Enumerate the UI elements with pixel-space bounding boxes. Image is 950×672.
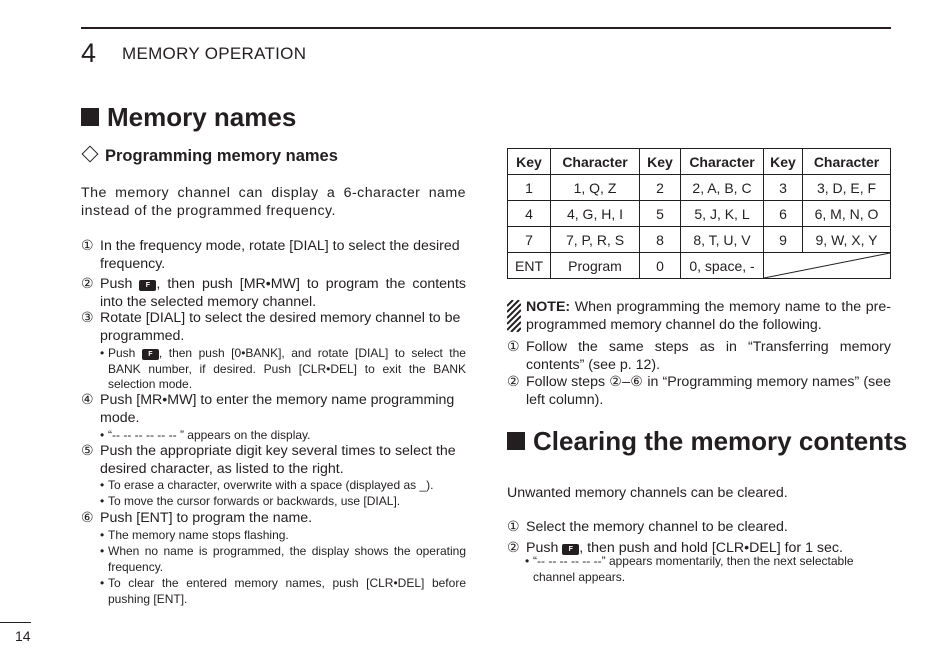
diagonal-strike [764, 253, 890, 278]
bullet-dot: • [100, 494, 105, 508]
bullet-text: To move the cursor forwards or backwards, use [DIAL]. [108, 494, 401, 508]
step-text: Rotate [DIAL] to select the desired memory channel to be programmed. [100, 310, 461, 344]
bullet-dot: • [100, 478, 105, 492]
step-text: Push the appropriate digit key several times to select the desired character, as listed to the right. [100, 443, 456, 477]
table-header-cell: Key [640, 149, 681, 175]
table-cell: 1, Q, Z [551, 175, 640, 201]
step-number: ② [507, 374, 520, 390]
table-cell: Program [551, 253, 640, 279]
bullet-text: The memory name stops flashing. [108, 528, 289, 542]
subsection-title-text: Programming memory names [105, 147, 338, 165]
step-text [100, 276, 466, 311]
table-header-cell: Character [681, 149, 764, 175]
f-key-icon: F [562, 544, 579, 555]
step-number: ① [507, 519, 520, 535]
bullet-text: “-- -- -- -- -- -- ” appears on the display. [108, 428, 311, 442]
table-cell: 8, T, U, V [681, 227, 764, 253]
bullet-dot: • [100, 576, 105, 590]
section-title-memory-names [81, 102, 296, 132]
table-header-cell: Character [551, 149, 640, 175]
table-cell: 2 [640, 175, 681, 201]
table-cell: 2, A, B, C [681, 175, 764, 201]
step-text: Follow steps ②–⑥ in “Programming memory names” (see left column). [526, 374, 891, 408]
table-cell: 8 [640, 227, 681, 253]
character-key-table [507, 148, 891, 279]
bullet-text-pre: Push [108, 346, 136, 360]
step-text-post: , then push and hold [CLR•DEL] for 1 sec. [579, 540, 843, 556]
table-cell: 5, J, K, L [681, 201, 764, 227]
bullet-text-post: , then push [0•BANK], and rotate [DIAL] to select the BANK number, if desired. Push [CLR•DEL] to exit the BANK selection mode. [108, 346, 466, 391]
step-text: Push [MR•MW] to enter the memory name programming mode. [100, 392, 455, 426]
f-key-icon: F [139, 280, 156, 291]
intro-paragraph: The memory channel can display a 6-character name instead of the programmed frequency. [81, 185, 466, 219]
table-cell: 4, G, H, I [551, 201, 640, 227]
note-hatch-icon [507, 300, 521, 332]
header-rule [81, 27, 891, 29]
table-cell: ENT [508, 253, 551, 279]
page-number: 14 [15, 628, 31, 644]
table-row [508, 227, 891, 253]
table-cell: 4 [508, 201, 551, 227]
chapter-title: MEMORY OPERATION [122, 44, 307, 63]
step-number: ④ [81, 392, 94, 408]
table-cell: 6, M, N, O [803, 201, 891, 227]
step-number: ⑥ [81, 510, 94, 526]
diamond-icon [82, 146, 99, 163]
table-header-row [508, 149, 891, 175]
bullet-dot: • [100, 346, 105, 360]
step-number: ② [81, 276, 94, 292]
page-number-rule [0, 622, 31, 623]
table-cell: 7 [508, 227, 551, 253]
note-text: When programming the memory name to the pre-programmed memory channel do the following. [526, 299, 891, 333]
step-text: Follow the same steps as in “Transferring memory contents” (see p. 12). [526, 339, 891, 373]
step-number: ⑤ [81, 443, 94, 459]
table-cell: 0 [640, 253, 681, 279]
bullet-text: “-- -- -- -- -- --” appears momentarily, then the next selectable channel appears. [533, 554, 854, 584]
step-number: ③ [81, 310, 94, 326]
step-text-pre: Push [526, 540, 559, 556]
section-title-clearing [507, 426, 907, 456]
section-title-text: Clearing the memory contents [533, 426, 908, 456]
table-header-cell: Key [508, 149, 551, 175]
bullet-text: When no name is programmed, the display shows the operating frequency. [108, 544, 466, 574]
clearing-intro: Unwanted memory channels can be cleared. [507, 485, 788, 501]
table-header-cell: Key [764, 149, 803, 175]
bullet-dot: • [525, 554, 530, 568]
step-text: Push [ENT] to program the name. [100, 510, 313, 526]
table-row [508, 175, 891, 201]
table-cell: 9, W, X, Y [803, 227, 891, 253]
table-cell: 3 [764, 175, 803, 201]
bullet-text: To clear the entered memory names, push [CLR•DEL] before pushing [ENT]. [108, 576, 466, 606]
step-text: In the frequency mode, rotate [DIAL] to select the desired frequency. [100, 238, 460, 272]
bullet-text: To erase a character, overwrite with a space (displayed as _). [108, 478, 434, 492]
section-title-text: Memory names [107, 102, 297, 132]
step-number: ① [507, 339, 520, 355]
note-paragraph [526, 298, 891, 334]
f-key-icon: F [142, 349, 159, 360]
square-bullet-icon [81, 108, 99, 126]
subsection-title [81, 147, 338, 166]
bullet-text [108, 346, 466, 393]
table-cell: 7, P, R, S [551, 227, 640, 253]
table-cell: 6 [764, 201, 803, 227]
bullet-dot: • [100, 528, 105, 542]
chapter-number: 4 [81, 38, 97, 68]
table-cell: 5 [640, 201, 681, 227]
table-cell: 3, D, E, F [803, 175, 891, 201]
bullet-dot: • [100, 544, 105, 558]
step-text: Select the memory channel to be cleared. [526, 519, 788, 535]
table-empty-cell [764, 253, 891, 279]
step-number: ① [81, 238, 94, 254]
table-cell: 0, space, - [681, 253, 764, 279]
step-number: ② [507, 540, 520, 556]
step-text-post: , then push [MR•MW] to program the contents into the selected memory channel. [100, 276, 466, 310]
bullet-dot: • [100, 428, 105, 442]
table-row [508, 201, 891, 227]
table-cell: 9 [764, 227, 803, 253]
table-row [508, 253, 891, 279]
square-bullet-icon [507, 432, 525, 450]
note-label: NOTE: [526, 299, 571, 315]
table-header-cell: Character [803, 149, 891, 175]
table-cell: 1 [508, 175, 551, 201]
step-text-pre: Push [100, 276, 133, 292]
